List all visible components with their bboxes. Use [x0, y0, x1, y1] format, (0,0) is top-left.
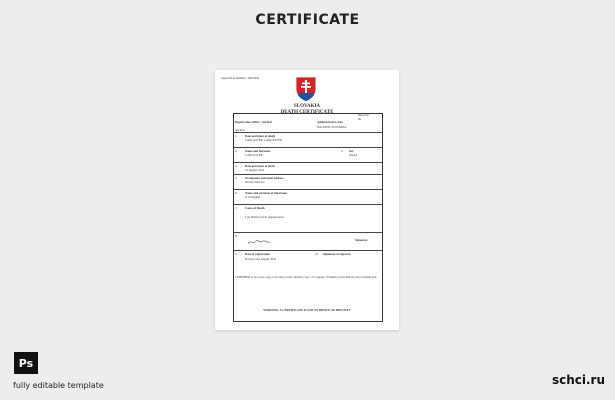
field-label-4: Date and place of birth — [245, 164, 275, 168]
certify-text: CERTIFIED to be a true copy of an entry in the certified copy of a register of Deaths, in the District above mentioned. — [235, 275, 377, 279]
admin-area-value: NACHOD, SLOVAKIA — [317, 125, 347, 129]
field-label-9: Date of registration — [245, 252, 270, 256]
field-label-2: Name and Surname — [245, 149, 271, 153]
field-value-3: MALE — [349, 153, 358, 157]
photoshop-icon: Ps — [14, 352, 38, 374]
field-label-1: Date and place of death — [245, 134, 276, 138]
field-value-9: Nachod 31st August 2022 — [245, 257, 277, 261]
page-heading: CERTIFICATE — [255, 12, 360, 28]
certificate-document — [215, 70, 399, 330]
divider — [233, 132, 382, 133]
handwritten-signature-icon — [247, 238, 271, 246]
divider — [233, 204, 382, 205]
editable-template-caption: fully editable template — [13, 381, 104, 390]
field-label-3: Sex — [349, 149, 354, 153]
warning-text: WARNING: A CERTIFICATE IS NOT EVIDENCE OF IDENTITY — [263, 308, 351, 312]
sheet-label: Sheet No. — [358, 113, 370, 117]
slovakia-coat-of-arms-icon — [295, 76, 317, 102]
field-number-5: 5. — [235, 176, 238, 180]
divider — [233, 162, 382, 163]
divider — [233, 250, 382, 251]
field-number-7: 7. — [235, 206, 238, 210]
field-label-8: Signature — [355, 238, 368, 242]
field-number-8: 8. — [235, 234, 238, 238]
registration-office-label: Registration Office / Nachod — [235, 120, 272, 124]
field-number-3: 3. — [341, 149, 344, 153]
site-brand: schci.ru — [551, 373, 605, 387]
admin-area-label: Administrative area — [317, 120, 343, 124]
registration-office-value: Nachod — [235, 128, 245, 132]
field-number-1: 1. — [235, 134, 238, 138]
field-number-6: 6. — [235, 191, 238, 195]
field-number-4: 4. — [235, 164, 238, 168]
field-label-6: Name and surname of informant — [245, 191, 287, 195]
sheet-value: 09 — [358, 117, 361, 121]
divider — [233, 232, 382, 233]
field-number-10: 10. — [315, 252, 319, 256]
divider — [233, 189, 382, 190]
field-value-1: LANCASTER, LANCASTER — [245, 138, 282, 142]
field-number-2: 2. — [235, 149, 238, 153]
field-value-4: 13 August 1954 — [245, 168, 265, 172]
field-value-6: (1) Daughter — [245, 195, 261, 199]
field-value-2: LANCASTER — [245, 153, 263, 157]
document-title: DEATH CERTIFICATE — [280, 110, 334, 115]
country-name: SLOVAKIA — [293, 104, 321, 109]
divider — [233, 174, 382, 175]
field-label-5: Occupation and usual address — [245, 176, 284, 180]
field-value-7: I (a) Primary heart degeneration — [245, 215, 284, 219]
field-label-10: Signature of registrar — [323, 252, 351, 256]
field-value-5: Worker Director — [245, 180, 265, 184]
field-label-7: Cause of Death — [245, 206, 265, 210]
field-number-9: 9. — [235, 252, 238, 256]
divider — [233, 147, 382, 148]
application-number: Application Number: 18225941 — [221, 76, 260, 80]
